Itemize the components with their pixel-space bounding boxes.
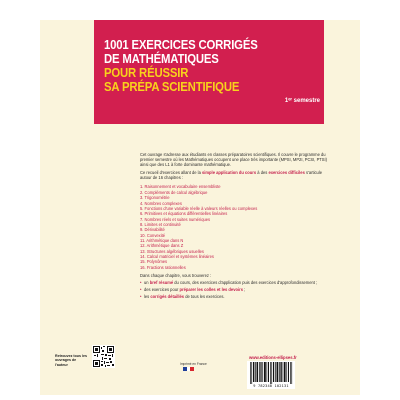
recueil-highlight-1: simple application du cours: [202, 170, 257, 176]
title-line-4: SA PRÉPA SCIENTIFIQUE: [104, 79, 240, 94]
imprime-en-france-label: Imprimé en France: [180, 362, 207, 366]
dans-chaque-text: Dans chaque chapitre, vous trouverez :: [140, 272, 212, 278]
bullet-highlight: préparer les colles et les devoirs: [179, 287, 243, 293]
bullet-dot-icon: •: [140, 280, 142, 286]
chapter-item: 16. Fractions rationnelles: [140, 264, 186, 270]
chapter-item: 3. Trigonométrie: [140, 195, 170, 201]
feature-bullet: [140, 280, 332, 285]
recueil-pre: Ce recueil d'exercices allant de la: [140, 170, 202, 176]
chapter-item: 10. Convexité: [140, 232, 166, 238]
bullet-post: ;: [243, 287, 246, 293]
chapter-item: 2. Compléments de calcul algébrique: [140, 189, 208, 195]
bullet-dot-icon: •: [140, 287, 142, 293]
description-text: [140, 152, 332, 299]
chapter-item: 15. Polynômes: [140, 259, 168, 265]
barcode-graphic: [247, 361, 295, 385]
title-line-1: 1001 EXERCICES CORRIGÉS: [104, 37, 258, 52]
chapter-item: 9. Dérivabilité: [140, 227, 165, 233]
title-band: [94, 20, 324, 124]
semestre-label: 1ᵉʳ semestre: [284, 98, 320, 104]
bullet-highlight: bref résumé: [149, 280, 174, 286]
bullet-pre: un: [144, 280, 150, 286]
intro-paragraph: Cet ouvrage s'adresse aux étudiants en classes préparatoires scientifiques. Il couvre le programme du premier semestre où les Mathématiques occupent une place très importante (MPSI, MP2I, PCSI, PTSI) ainsi que des L1 à forte dominante mathématique.: [140, 152, 328, 168]
website-link[interactable]: www.editions-ellipses.fr: [249, 355, 297, 360]
recueil-mid: à des: [256, 170, 269, 176]
bullet-dot-icon: •: [140, 294, 142, 300]
title-line-2: DE MATHÉMATIQUES: [104, 51, 219, 66]
retrouvez-text: Retrouvez tous les ouvrages de l'auteur: [55, 354, 87, 367]
bullet-post: de tous les exercices.: [184, 294, 225, 300]
feature-bullet: [140, 287, 332, 292]
bullet-pre: les: [144, 294, 151, 300]
recueil-post: s'articule autour de 16 chapitres :: [140, 170, 323, 181]
bullet-post: du cours, des exercices d'application puis des exercices d'approfondissement ;: [173, 280, 318, 286]
chapter-item: 13. Structures algébriques usuelles: [140, 248, 204, 254]
chapter-item: 14. Calcul matriciel et systèmes linéaires: [140, 253, 214, 259]
chapter-item: 4. Nombres complexes: [140, 200, 182, 206]
book-back-cover: [40, 20, 360, 395]
feature-bullet: [140, 294, 332, 299]
chapter-item: 1. Raisonnement et vocabulaire ensembliste: [140, 184, 221, 190]
qr-code-graphic: [93, 346, 114, 367]
isbn-number: 9 782340 102131: [253, 384, 289, 388]
chapter-item: 7. Nombres réels et suites numériques: [140, 216, 211, 222]
qr-code-icon[interactable]: [92, 345, 115, 368]
bullet-highlight: corrigés détaillés: [150, 294, 185, 300]
recueil-paragraph: [140, 170, 332, 180]
chapter-item: 5. Fonctions d'une variable réelle à valeurs réelles ou complexes: [140, 205, 258, 211]
chapter-item: 11. Arithmétique dans N: [140, 237, 184, 243]
recueil-highlight-2: exercices difficiles: [268, 170, 305, 176]
chapter-item: 8. Limites et continuité: [140, 221, 181, 227]
french-flag-icon: [183, 367, 194, 371]
title-line-3: POUR RÉUSSIR: [104, 65, 189, 80]
bullet-pre: des exercices pour: [144, 287, 180, 293]
chapter-list: [140, 184, 332, 270]
chapter-item: 12. Arithmétique dans Z: [140, 243, 184, 249]
chapter-item: 6. Primitives et équations différentielles linéaires: [140, 211, 228, 217]
